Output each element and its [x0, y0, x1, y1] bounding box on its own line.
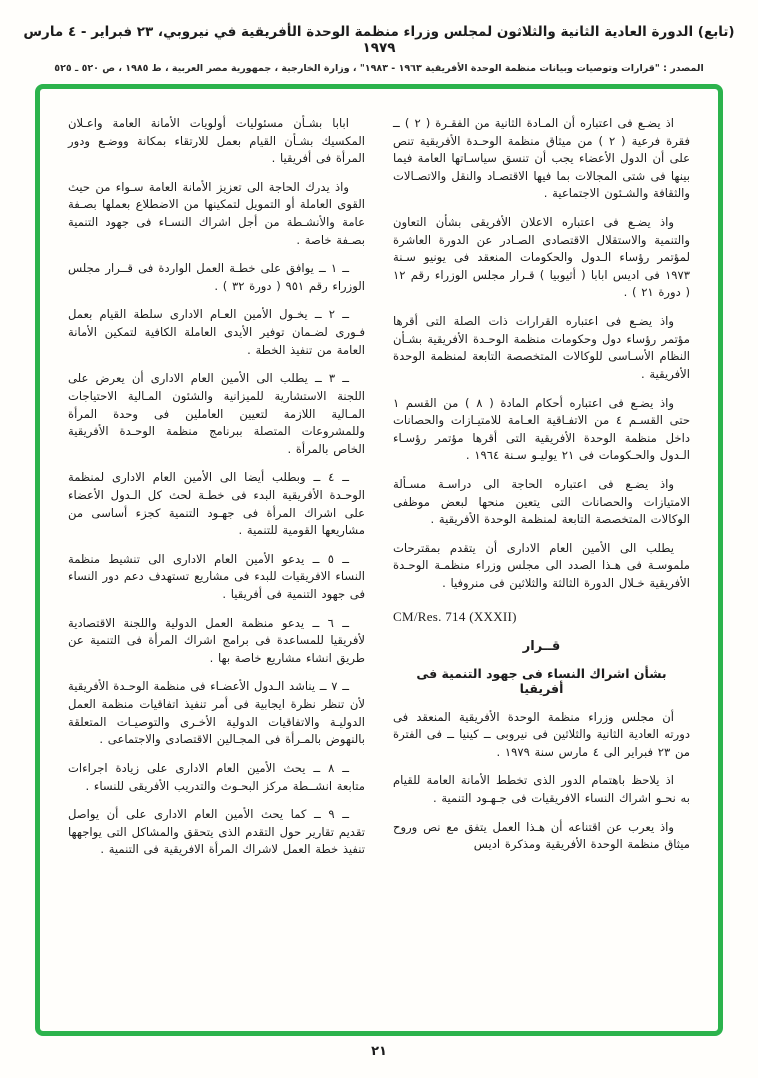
- paragraph: ابابا بشـأن مسئوليات أولويات الأمانة العامة واعـلان المكسيك بشـأن القيام بعمل للارتقاء بمكانة ووضـع ودور المرأة فى أفريقيا .: [68, 116, 365, 166]
- numbered-item-6: ــ ٦ ــ يدعو منظمة العمل الدولية واللجنة الاقتصادية لأفريقيا للمساعدة فى برامج اشراك المرأة فى التنمية عن طريق انشاء مشاريع خاصة بها .: [68, 615, 365, 665]
- resolution-heading: قــرار: [522, 638, 561, 654]
- numbered-item-4: ــ ٤ ــ وبطلب أيضا الى الأمين العام الادارى لمنظمة الوحـدة الأفريقية البدء فى خطـة لحث كل الـدول الأعضاء على اشراك المرأة فى جهـود التنمية كجزء أساسى من مشاريعها القومية للتنمية .: [68, 470, 365, 538]
- paragraph: أن مجلس وزراء منظمة الوحدة الأفريقية المنعقد فى دورته العادية الثانية والثلاثين فى نيروبى ــ كينيا ــ فى الفترة من ٢٣ فبراير الى ٤ مارس سنة ١٩٧٩ .: [393, 709, 690, 759]
- paragraph: واذ يضـع فى اعتباره الحاجة الى دراسـة مسـألة الامتيازات والحصانات التى يتعين منحها لبعض موظفى الوكالات المتخصصة التابعة لمنظمة الوحدة الأفريقية .: [393, 476, 690, 527]
- green-content-frame: [35, 84, 723, 1036]
- header-title: (تابع) الدورة العادية الثانية والثلاثون لمجلس وزراء منظمة الوحدة الأفريقية في نيروبي، ٢٣ فبراير - ٤ مارس ١٩٧٩: [23, 24, 735, 56]
- paragraph: يطلب الى الأمين العام الادارى أن يتقدم بمقترحات ملموسـة فى هـذا الصدد الى مجلس وزراء منظمـة الوحـدة الأفريقية خـلال الدورة الثالثة والثلاثين فى منروفيا .: [393, 540, 690, 591]
- paragraph: اذ يلاحظ باهتمام الدور الذى تخطط الأمانة العامة للقيام به نحـو اشراك النساء الافريقيات فى جـهـود التنمية .: [393, 773, 690, 806]
- numbered-item-9: ــ ٩ ــ كما يحث الأمين العام الادارى على أن يواصل تقديم تقارير حول التقدم الذى يتحقق والمشاكل التى يواجهها تنفيذ خطة العمل لاشراك المرأة الافريقية فى التنمية .: [68, 807, 365, 857]
- numbered-item-8: ــ ٨ ــ يحث الأمين العام الادارى على زيادة اجراءات متابعة انشــطة مركز البحـوث والتدريب الأفريقى للنساء .: [68, 760, 365, 793]
- paragraph: واذ يعرب عن اقتناعه أن هـذا العمل يتفق مع نص وروح ميثاق منظمة الوحدة الأفريقية ومذكرة اديس: [393, 819, 690, 852]
- resolution-reference: CM/Res. 714 (XXXII): [393, 608, 517, 624]
- page-number: ٢١: [371, 1044, 387, 1059]
- right-column: [393, 115, 690, 1013]
- left-column: [68, 115, 365, 1013]
- paragraph: واذ يضـع فى اعتباره الاعلان الأفريقى بشأن التعاون والتنمية والاستقلال الاقتصادى الصـادر عن الدورة العاشرة لمؤتمر رؤساء الـدول والحكومات المنعقد فى يونيو سـنة ١٩٧٣ فى اديس ابابا ( أثيوبيا ) قـرار مجلس الوزراء رقم ١٢ ( دورة ٢١ ) .: [393, 215, 690, 300]
- page-header: [18, 24, 740, 74]
- numbered-item-2: ــ ٢ ــ يخـول الأمين العـام الادارى سلطة القيام بعمل فـورى لضـمان توفير الأيدى العاملة الكافية لتمكين الأمانة العامة من تنفيذ الخطة .: [68, 307, 365, 357]
- header-source: المصدر : "قرارات وتوصيات وبيانات منظمة الوحدة الأفريقية ١٩٦٣ - ١٩٨٣" ، وزارة الخارجية ، جمهورية مصر العربية ، ط ١٩٨٥ ، ص ٥٢٠ ـ ٥٢٥: [54, 63, 704, 74]
- paragraph: واذ يضـع فى اعتباره القرارات ذات الصلة التى أقرها مؤتمر رؤساء دول وحكومات منظمة الوحـدة الأفريقية بشـأن النظام الأسـاسى للوكالات المتخصصة التابعة لمنظمة الوحدة الأفريقية .: [393, 314, 690, 381]
- two-column-layout: [68, 115, 690, 1013]
- numbered-item-3: ــ ٣ ــ يطلب الى الأمين العام الادارى أن يعرض على اللجنة الاستشارية للميزانية والشئون المـالية الاحتياجات المـالية اللازمة لتعيين العاملين فى وحدة المرأة وللمشروعات المتصلة ببرنامج منظمة الوحـدة الأفريقية الخاص بالمرأة .: [68, 371, 365, 456]
- numbered-item-1: ــ ١ ــ يوافق على خطـة العمل الواردة فى قــرار مجلس الوزراء رقم ٩٥١ ( دورة ٣٢ ) .: [68, 261, 365, 293]
- paragraph: واذ يضـع فى اعتباره أحكام المادة ( ٨ ) من القسم ١ حتى القسـم ٤ من الاتفـاقية العـامة للامتيـازات والحصانات داخل منظمة الوحدة الأفريقية التى أقرها مؤتمر رؤسـاء الـدول والحـكومات فى ٢١ يوليـو سـنة ١٩٦٤ .: [393, 395, 690, 463]
- resolution-title: بشأن اشراك النساء فى جهود التنمية فى أفريقيا: [416, 665, 667, 696]
- paragraph: اذ يضـع فى اعتباره أن المـادة الثانية من الفقـرة ( ٢ ) ــ فقرة فرعية ( ٢ ) من ميثاق منظمة الوحـدة الأفريقية تنص على أن الدول الأعضاء يجب أن تنسق سياسـاتها العامة فيما بينها فى شتى المجالات بما فيها الاقتصـاد والنقل والاتصـالات والثقافة والشـئون الاجتماعية .: [393, 116, 691, 201]
- numbered-item-7: ــ ٧ ــ يناشد الـدول الأعضـاء فى منظمة الوحـدة الأفريقية لأن تنظر نظرة ايجابية فى أمر تنفيذ اتفاقيات منظمة العمل الدوليـة والاتفاقيات الدولية الأخـرى والتوصيـات المتعلقة بالنهوض بالمـرأة فى المجـالين الاقتصادى والاجتماعى .: [68, 679, 365, 747]
- paragraph: واذ يدرك الحاجة الى تعزيز الأمانة العامة سـواء من حيث القوى العاملة أو التمويل لتمكينها من الاضطلاع بعملها بصـفة عامة والأنشـطة من أجل اشراك النسـاء فى جهود التنمية بصـفة خاصة .: [68, 179, 365, 247]
- numbered-item-5: ــ ٥ ــ يدعو الأمين العام الادارى الى تنشيط منظمة النساء الافريقيات للبدء فى مشاريع تستهدف دعم دور النساء فى جهود التنمية فى أفريقيا .: [68, 551, 365, 602]
